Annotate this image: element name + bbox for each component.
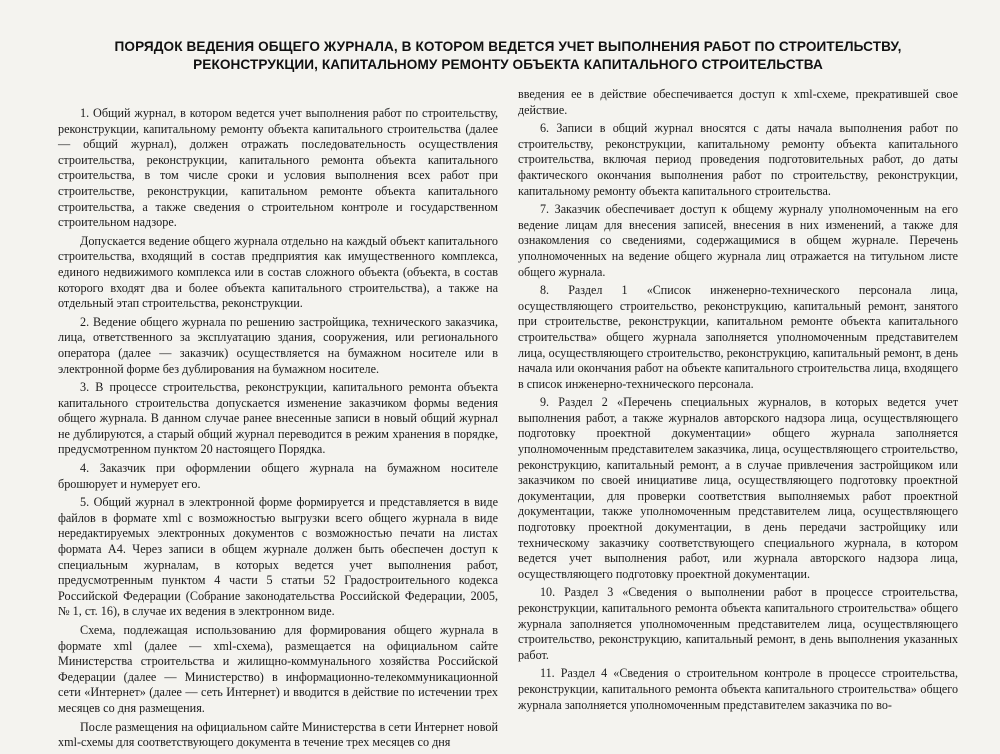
title-line-1: ПОРЯДОК ВЕДЕНИЯ ОБЩЕГО ЖУРНАЛА, В КОТОРОМ ВЕДЕТСЯ УЧЕТ ВЫПОЛНЕНИЯ РАБОТ ПО СТРОИТЕЛЬСТВУ, (114, 39, 902, 54)
paragraph-11: 11. Раздел 4 «Сведения о строительном контроле в процессе строительства, реконструкции, капитального ремонта объекта капитального строительства» общего журнала заполняется уполномоченным представителем заказчика по во- (518, 666, 958, 712)
paragraph-4: 4. Заказчик при оформлении общего журнала на бумажном носителе брошюрует и нумерует его. (58, 461, 498, 491)
document-title (58, 38, 958, 74)
paragraph-7: 7. Заказчик обеспечивает доступ к общему журналу уполномоченным на его ведение лицам для внесения записей, внесения в них изменений, а также для ознакомления со сведениями, содержащимися в общем журнале. Перечень уполномоченных на ведение общего журнала лиц отражается на титульном листе общего журнала. (518, 202, 958, 279)
paragraph-3: 3. В процессе строительства, реконструкции, капитального ремонта объекта капитального строительства допускается изменение заказчиком формы ведения общего журнала. В данном случае ранее внесенные записи в новый общий журнал не дублируются, а старый общий журнал переводится в режим хранения в порядке, предусмотренном пунктом 20 настоящего Порядка. (58, 380, 498, 457)
title-line-2: РЕКОНСТРУКЦИИ, КАПИТАЛЬНОМУ РЕМОНТУ ОБЪЕКТА КАПИТАЛЬНОГО СТРОИТЕЛЬСТВА (193, 57, 823, 72)
paragraph-5-schema: Схема, подлежащая использованию для формирования общего журнала в формате xml (далее — xml-схема), размещается на официальном сайте Министерства строительства и жилищно-коммунального хозяйства Российской Федерации (далее — Министерство) в информационно-телекоммуникационной сети «Интернет» (далее — сеть Интернет) и вводится в действие по истечении трех месяцев со дня размещения. (58, 623, 498, 715)
paragraph-8: 8. Раздел 1 «Список инженерно-технического персонала лица, осуществляющего строительство, реконструкцию, капитальный ремонт, занятого при строительстве, реконструкции, капитальном ремонте объекта капитального строительства» общего журнала заполняется уполномоченным представителем лица, осуществляющего строительство, реконструкцию, капитальный ремонт, в день начала или окончания работ на объекте капитального строительства лица, входящего в список инженерно-технического персонала. (518, 283, 958, 391)
paragraph-5: 5. Общий журнал в электронной форме формируется и представляется в виде файлов в формате xml с возможностью выгрузки всего общего журнала в виде нередактируемых электронных документов с возможностью печати на листах формата А4. Через записи в общем журнале должен быть обеспечен доступ к специальным журналам, в которых ведется учет выполнения работ, предусмотренным пунктом 4 части 5 статьи 52 Градостроительного кодекса Российской Федерации (Собрание законодательства Российской Федерации, 2005, № 1, ст. 16), в случае их ведения в электронном виде. (58, 495, 498, 619)
paragraph-5-continuation: введения ее в действие обеспечивается доступ к xml-схеме, прекратившей свое действие. (518, 87, 958, 117)
paragraph-9: 9. Раздел 2 «Перечень специальных журналов, в которых ведется учет выполнения работ, а также журналов авторского надзора лица, осуществляющего подготовку проектной документации» общего журнала заполняется уполномоченным представителем заказчика, лица, осуществляющего строительство, реконструкцию, капитальный ремонт, а в случае привлечения застройщиком или заказчиком по своей инициативе лица, осуществляющего подготовку проектной документации, для проверки соответствия выполняемых работ проектной документации, также уполномоченным представителем лица, осуществляющего подготовку проектной документации, в день передачи застройщику или техническому заказчику соответствующего специального журнала, в котором ведется учет выполнения работ, или журнала авторского надзора лица, осуществляющего подготовку проектной документации. (518, 395, 958, 581)
text-columns (58, 87, 958, 754)
left-column (58, 106, 498, 754)
paragraph-1: 1. Общий журнал, в котором ведется учет выполнения работ по строительству, реконструкции, капитальному ремонту объекта капитального строительства (далее — общий журнал), должен отражать последовательность осуществления строительства, реконструкции, капитального ремонта объекта капитального строительства, в том числе сроки и условия выполнения всех работ при строительстве, реконструкции, капитальном ремонте объекта капитального строительства, а также сведения о строительном контроле и государственном строительном надзоре. (58, 106, 498, 230)
paragraph-2: 2. Ведение общего журнала по решению застройщика, технического заказчика, лица, ответственного за эксплуатацию здания, сооружения, или регионального оператора (далее — заказчик) осуществляется на бумажном носителе или в электронной форме без дублирования на бумажном носителе. (58, 314, 498, 376)
paragraph-10: 10. Раздел 3 «Сведения о выполнении работ в процессе строительства, реконструкции, капитального ремонта объекта капитального строительства» общего журнала заполняется уполномоченным представителем лица, осуществляющего строительство, реконструкцию, капитальный ремонт, в день выполнения указанных работ. (518, 585, 958, 662)
right-column (518, 87, 958, 754)
paragraph-1-addendum: Допускается ведение общего журнала отдельно на каждый объект капитального строительства, входящий в состав предприятия как имущественного комплекса, единого недвижимого комплекса или в состав сложного объекта (объекта, в состав которого входят два и более объекта капитального строительства), а также на отдельный этап строительства, реконструкции. (58, 233, 498, 311)
paragraph-6: 6. Записи в общий журнал вносятся с даты начала выполнения работ по строительству, реконструкции, капитальному ремонту объекта капитального строительства, включая период проведения подготовительных работ, до даты фактического окончания выполнения работ по строительству, реконструкции, капитальному ремонту объекта капитального строительства. (518, 121, 958, 198)
paragraph-5-placement: После размещения на официальном сайте Министерства в сети Интернет новой xml-схемы для соответствующего документа в течение трех месяцев со дня (58, 719, 498, 750)
